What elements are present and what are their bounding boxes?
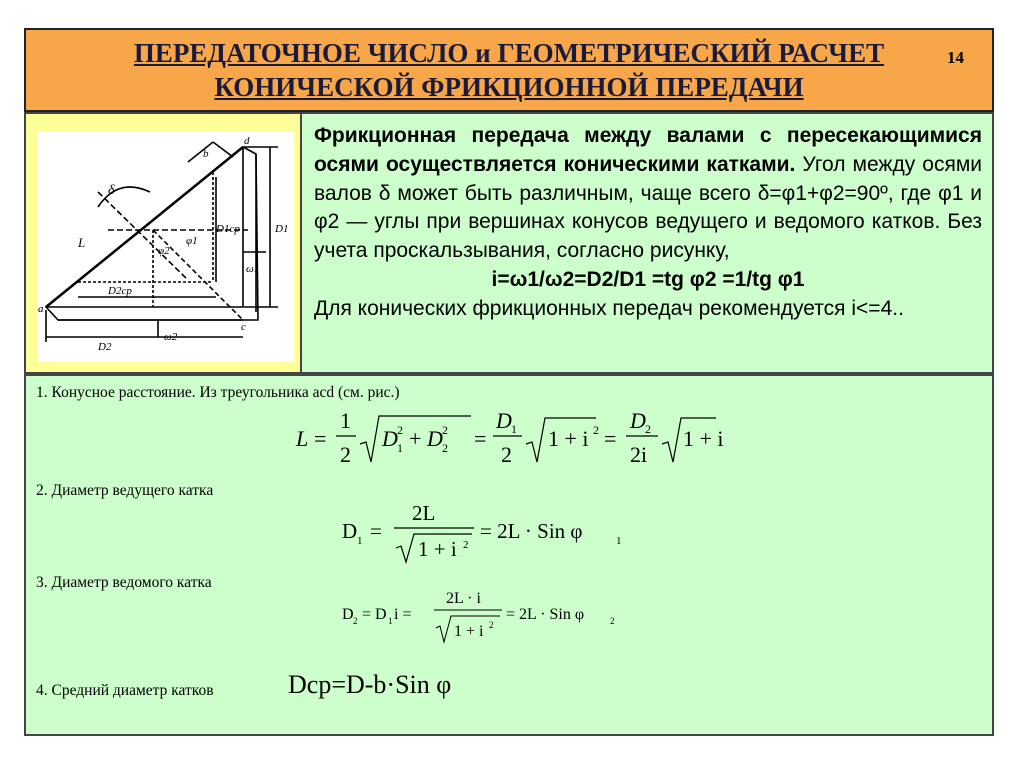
svg-text:2: 2 <box>463 539 469 551</box>
svg-text:2: 2 <box>489 620 494 630</box>
formula-driven-diameter <box>342 586 642 644</box>
title-line-1: ПЕРЕДАТОЧНОЕ ЧИСЛО и ГЕОМЕТРИЧЕСКИЙ РАСЧЕТ <box>133 38 885 68</box>
svg-text:i =: i = <box>394 606 412 623</box>
title-banner <box>24 28 994 112</box>
D2cp-label: D2ср <box>108 285 132 297</box>
svg-text:2: 2 <box>442 423 448 437</box>
slide-title <box>26 36 992 104</box>
svg-text:2L: 2L <box>412 501 436 525</box>
svg-text:D: D <box>496 408 512 433</box>
point-a-label: a <box>38 303 44 315</box>
svg-text:1: 1 <box>397 441 403 455</box>
delta-label: δ <box>108 183 115 198</box>
svg-text:2: 2 <box>501 442 512 467</box>
omega2-label: ω2 <box>164 331 178 343</box>
svg-text:2: 2 <box>645 422 651 436</box>
svg-text:= 2L · Sin φ: = 2L · Sin φ <box>506 606 585 623</box>
svg-text:=: = <box>604 426 617 451</box>
D1-label: D1 <box>275 223 289 235</box>
formula-mean-diameter: Dср=D-b·Sin φ <box>288 670 452 699</box>
svg-text:2: 2 <box>610 616 615 626</box>
item-4-label: 4. Средний диаметр катков <box>36 682 214 699</box>
svg-text:D: D <box>342 606 354 623</box>
svg-text:2: 2 <box>353 616 358 626</box>
svg-text:= 2L · Sin φ: = 2L · Sin φ <box>480 519 583 543</box>
formula-driving-diameter <box>342 500 642 564</box>
ratio-formula: i=ω1/ω2=D2/D1 =tg φ2 =1/tg φ1 <box>491 267 805 291</box>
svg-text:1: 1 <box>511 422 517 436</box>
svg-text:=: = <box>314 426 327 451</box>
slide-number: 14 <box>947 48 964 67</box>
title-line-2: КОНИЧЕСКОЙ ФРИКЦИОННОЙ ПЕРЕДАЧИ <box>214 72 804 102</box>
svg-text:1 + i: 1 + i <box>683 426 724 451</box>
svg-text:=: = <box>370 519 382 543</box>
svg-text:2i: 2i <box>630 442 648 467</box>
svg-text:2: 2 <box>340 442 351 467</box>
point-d-label: d <box>244 135 250 147</box>
svg-text:D: D <box>630 408 646 433</box>
b-label: b <box>203 148 209 160</box>
omega1-label: ω1 <box>246 263 260 275</box>
figure-panel <box>24 112 302 374</box>
phi2-label: φ2 <box>158 245 170 257</box>
bevel-gear-figure <box>38 132 294 362</box>
svg-text:D: D <box>342 519 358 543</box>
recommendation-note: Для конических фрикционных передач рекомендуется i<=4.. <box>314 296 904 320</box>
svg-text:D: D <box>382 426 398 451</box>
svg-text:1: 1 <box>340 408 351 433</box>
D1cp-label: D1ср <box>216 223 240 235</box>
svg-text:1: 1 <box>357 535 363 547</box>
item-3-label: 3. Диаметр ведомого катка <box>36 574 212 591</box>
svg-text:L: L <box>296 426 309 451</box>
svg-text:+: + <box>409 426 422 451</box>
svg-text:D: D <box>427 426 443 451</box>
description-bold: Фрикционная передача между валами с пересекающимися осями осуществляется коническими катками. <box>314 124 982 176</box>
svg-text:1 + i: 1 + i <box>548 426 589 451</box>
D2-label: D2 <box>98 341 112 353</box>
svg-text:= D: = D <box>362 606 387 623</box>
description-text <box>314 122 982 324</box>
cone-diagram <box>38 132 294 362</box>
svg-text:1: 1 <box>388 616 393 626</box>
point-c-label: c <box>241 321 246 333</box>
svg-text:2L · i: 2L · i <box>446 590 481 607</box>
description-rest: Угол между осями валов δ может быть различным, чаще всего δ=φ1+φ2=90º, где φ1 и φ2 — углы при вершинах конусов ведущего и ведомого катков. Без учета проскальзывания, согласно рисунку, <box>314 152 982 263</box>
L-label: L <box>78 235 86 250</box>
svg-text:2: 2 <box>397 423 403 437</box>
formulas-panel <box>24 374 994 736</box>
svg-text:1 + i: 1 + i <box>418 537 457 561</box>
svg-text:1: 1 <box>616 535 622 547</box>
svg-text:2: 2 <box>442 441 448 455</box>
formula-cone-distance <box>296 406 724 468</box>
svg-text:=: = <box>474 426 487 451</box>
svg-text:2: 2 <box>593 423 599 437</box>
description-panel <box>302 112 994 374</box>
item-1-label: 1. Конусное расстояние. Из треугольника acd (см. рис.) <box>36 384 400 401</box>
svg-text:1 + i: 1 + i <box>454 623 484 640</box>
item-2-label: 2. Диаметр ведущего катка <box>36 482 214 499</box>
phi1-label: φ1 <box>186 235 198 247</box>
